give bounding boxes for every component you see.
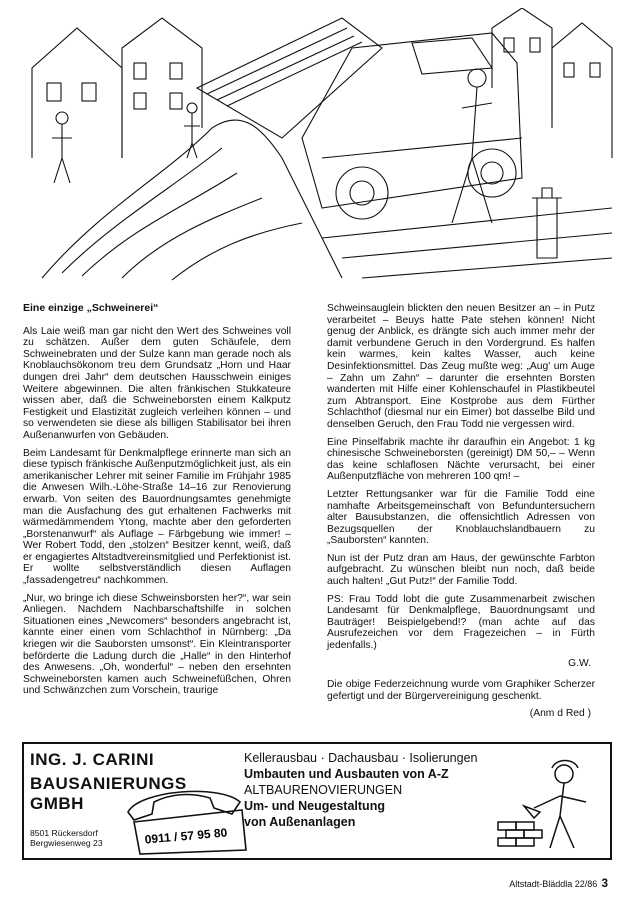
ad-service-line: von Außenanlagen — [244, 815, 356, 829]
ad-service-line: ALTBAURENOVIERUNGEN — [244, 783, 403, 797]
article-paragraph: Beim Landesamt für Denkmalpflege erinnerte man sich an diese typisch fränkische Außenputzmöglichkeit just, als ein amerikanischer Lehrer mit seiner Familie im Frühjahr 1985 die Anwesen Wilh.-Löhe-Straße 14–16 zur Renovierung erwarb. Von seiten des Bauordnungsamtes genehmigte man die Ausfachung des gut erhaltenen Fachwerks mit wärmedämmendem Ytong, machte aber den geforderten „Borstenanwurf“ als Auflage – Färbgebung wie immer! – Wer Robert Todd, den „stolzen“ Besitzer kennt, weiß, daß er engagiertes Altstadtvereinsmitglied und Perfektionist ist. Er wollte selbstverständlich diesen Auflagen „fassadengetreu“ nachkommen. — [23, 447, 291, 587]
ad-phone-number: 0911 / 57 95 80 — [144, 825, 228, 847]
article-paragraph: PS: Frau Todd lobt die gute Zusammenarbeit zwischen Landesamt für Denkmalpflege, Bauordnungsamt und Bauträger! Beispielgebend!? (man achte auf das Ausrufezeichen vor dem Fragezeichen – in Fürth jedenfalls.) — [327, 593, 595, 652]
article-paragraph: Eine Pinselfabrik machte ihr daraufhin ein Angebot: 1 kg chinesische Schweineborsten (gereinigt) DM 50,– – Wenn das keine schlaflosen Nächte verursacht, bei einer Außenputzfläche von mehreren 100 qm! – — [327, 436, 595, 483]
page-footer — [509, 876, 608, 890]
article-signature: G.W. — [568, 657, 591, 669]
ad-service-line: Kellerausbau · Dachausbau · Isolierungen — [244, 751, 478, 765]
telephone-icon — [120, 784, 250, 856]
ad-company-type: BAUSANIERUNGS GMBH — [30, 774, 187, 813]
article-paragraph: Als Laie weiß man gar nicht den Wert des Schweines voll zu schätzen. Außer dem guten Schäufele, dem Schweinebraten und der Sulze kann man gerade noch als Knoblauchsökonom treu dem Grundsatz „Horn und Haar dungen drei Jahr“ dem deutschen Hausschwein einiges Weitere abgewinnen. Die alten fränkischen Stukkateure wissen aber, daß die Schweineborsten einem Kalkputz Festigkeit und Elastizität zugleich verleihen können – und so verwendeten sie diese als billigen Stabilisator bei ihren Außenanwurfen von Gebäuden. — [23, 325, 291, 441]
editor-note: Die obige Federzeichnung wurde vom Graphiker Scherzer gefertigt und der Bürgervereinigung geschenkt. — [327, 679, 595, 702]
ad-service-line: Umbauten und Ausbauten von A-Z — [244, 767, 449, 781]
article-right-column — [327, 303, 595, 726]
bricklayer-drawing — [494, 756, 604, 856]
article-left-column — [23, 303, 291, 703]
article-heading: Eine einzige „Schweinerei“ — [23, 302, 159, 314]
ad-service-line: Um- und Neugestaltung — [244, 799, 385, 813]
publication-name: Altstadt-Bläddla 22/86 — [509, 879, 598, 889]
ad-company-name: ING. J. CARINI — [30, 750, 155, 769]
article-paragraph: „Nur, wo bringe ich diese Schweinsborsten her?“, war sein Anliegen. Nachdem Nachbarschaftshilfe in solchen Situationen eines „Newcomers“ besonders angebracht ist, kannte einer einen vom Schlachthof in Nürnberg: „Da kriegen wir die Sauborsten umsonst“. Ein Kleintransporter beförderte die Ladung durch die „Halle“ in den Hinterhof des Anwesens. „Oh, wonderful“ – neben den ersehnten Schweineborsten kamen auch Schweinefüßchen, Ohren und Schwänzchen zum Vorschein, traurige — [23, 592, 291, 697]
pen-drawing-illustration — [22, 8, 614, 286]
article-paragraph: Nun ist der Putz dran am Haus, der gewünschte Farbton aufgebracht. Zu wünschen bleibt nun noch, daß beide auch halten! „Gut Putz!“ der Familie Todd. — [327, 552, 595, 588]
page-number: 3 — [601, 876, 608, 890]
ad-address — [30, 828, 103, 848]
advertisement-box — [22, 742, 612, 860]
article-paragraph: Schweinsauglein blickten den neuen Besitzer an – in Putz verarbeitet – Beuys hatte Pate stehen können! Nicht genug der Anblick, es drängte sich auch immer mehr der damit verbundene Geruch in den Vordergrund. Es halfen kein warmes, kein kaltes Wasser, auch keine Desinfektionsmittel. Das Zeug mußte weg: „Aug' um Auge – Zahn um Zahn“ – darunter die ersehnten Borsten wanderten mit Hilfe einer Kohlenschaufel in Plastikbeutel zum Abtransport. Eine Kostprobe aus dem Fürther Schlachthof (diesmal nur ein Eimer) bot dasselbe Bild und denselben Geruch, den Frau Todd nie vergessen wird. — [327, 303, 595, 430]
article-paragraph: Letzter Rettungsanker war für die Familie Todd eine namhafte Arbeitsgemeinschaft von Befunduntersuchern alter Bausubstanzen, die offensichtlich Adressen von Bezugsquellen der Knoblauchslandbauern zu „Sauborsten“ kannten. — [327, 488, 595, 547]
ad-address-line: 8501 Rückersdorf — [30, 828, 98, 838]
ad-address-line: Bergwiesenweg 23 — [30, 838, 103, 848]
editor-note-credit: (Anm d Red ) — [529, 708, 591, 720]
